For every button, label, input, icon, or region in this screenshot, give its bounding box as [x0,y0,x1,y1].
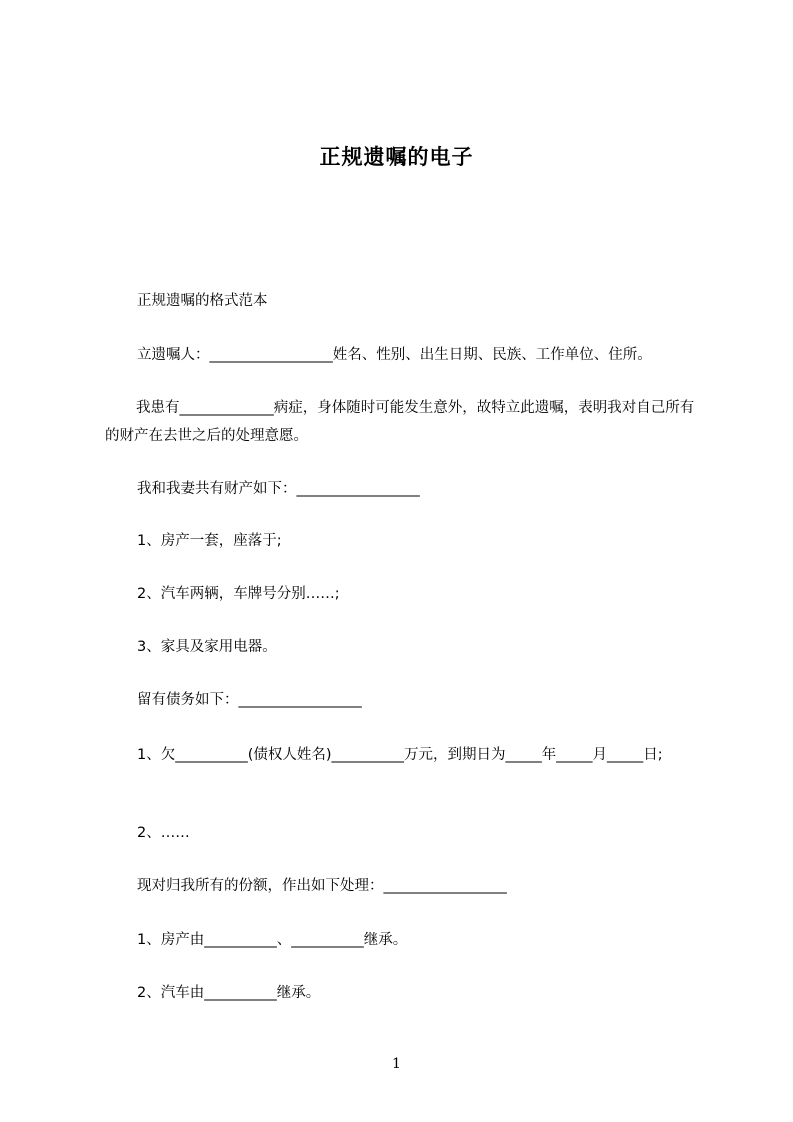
disposition-line: 现对归我所有的份额，作出如下处理：_________________ [137,878,507,894]
section-heading: 正规遗嘱的格式范本 [137,293,268,309]
joint-property-line: 我和我妻共有财产如下：_________________ [137,481,420,497]
debt-item-2: 2、…… [137,825,190,841]
debts-line: 留有债务如下：_________________ [137,692,362,708]
debt-item-1: 1、欠__________(债权人姓名)__________万元，到期日为_____年_____月_____日; [137,747,663,763]
property-item-1: 1、房产一套，座落于; [137,533,282,549]
disposition-item-1: 1、房产由__________、__________继承。 [137,932,408,948]
testator-line: 立遗嘱人：_________________姓名、性别、出生日期、民族、工作单位、住所。 [137,347,652,363]
disposition-item-2: 2、汽车由__________继承。 [137,985,321,1001]
property-item-2: 2、汽车两辆，车牌号分别……; [137,586,340,602]
property-item-3: 3、家具及家用电器。 [137,639,277,655]
document-title: 正规遗嘱的电子 [319,145,474,169]
illness-paragraph: 我患有_____________病症，身体随时可能发生意外，故特立此遗嘱，表明我对自己所有的财产在去世之后的处理意愿。 [105,400,695,444]
page-number: 1 [392,1056,401,1072]
